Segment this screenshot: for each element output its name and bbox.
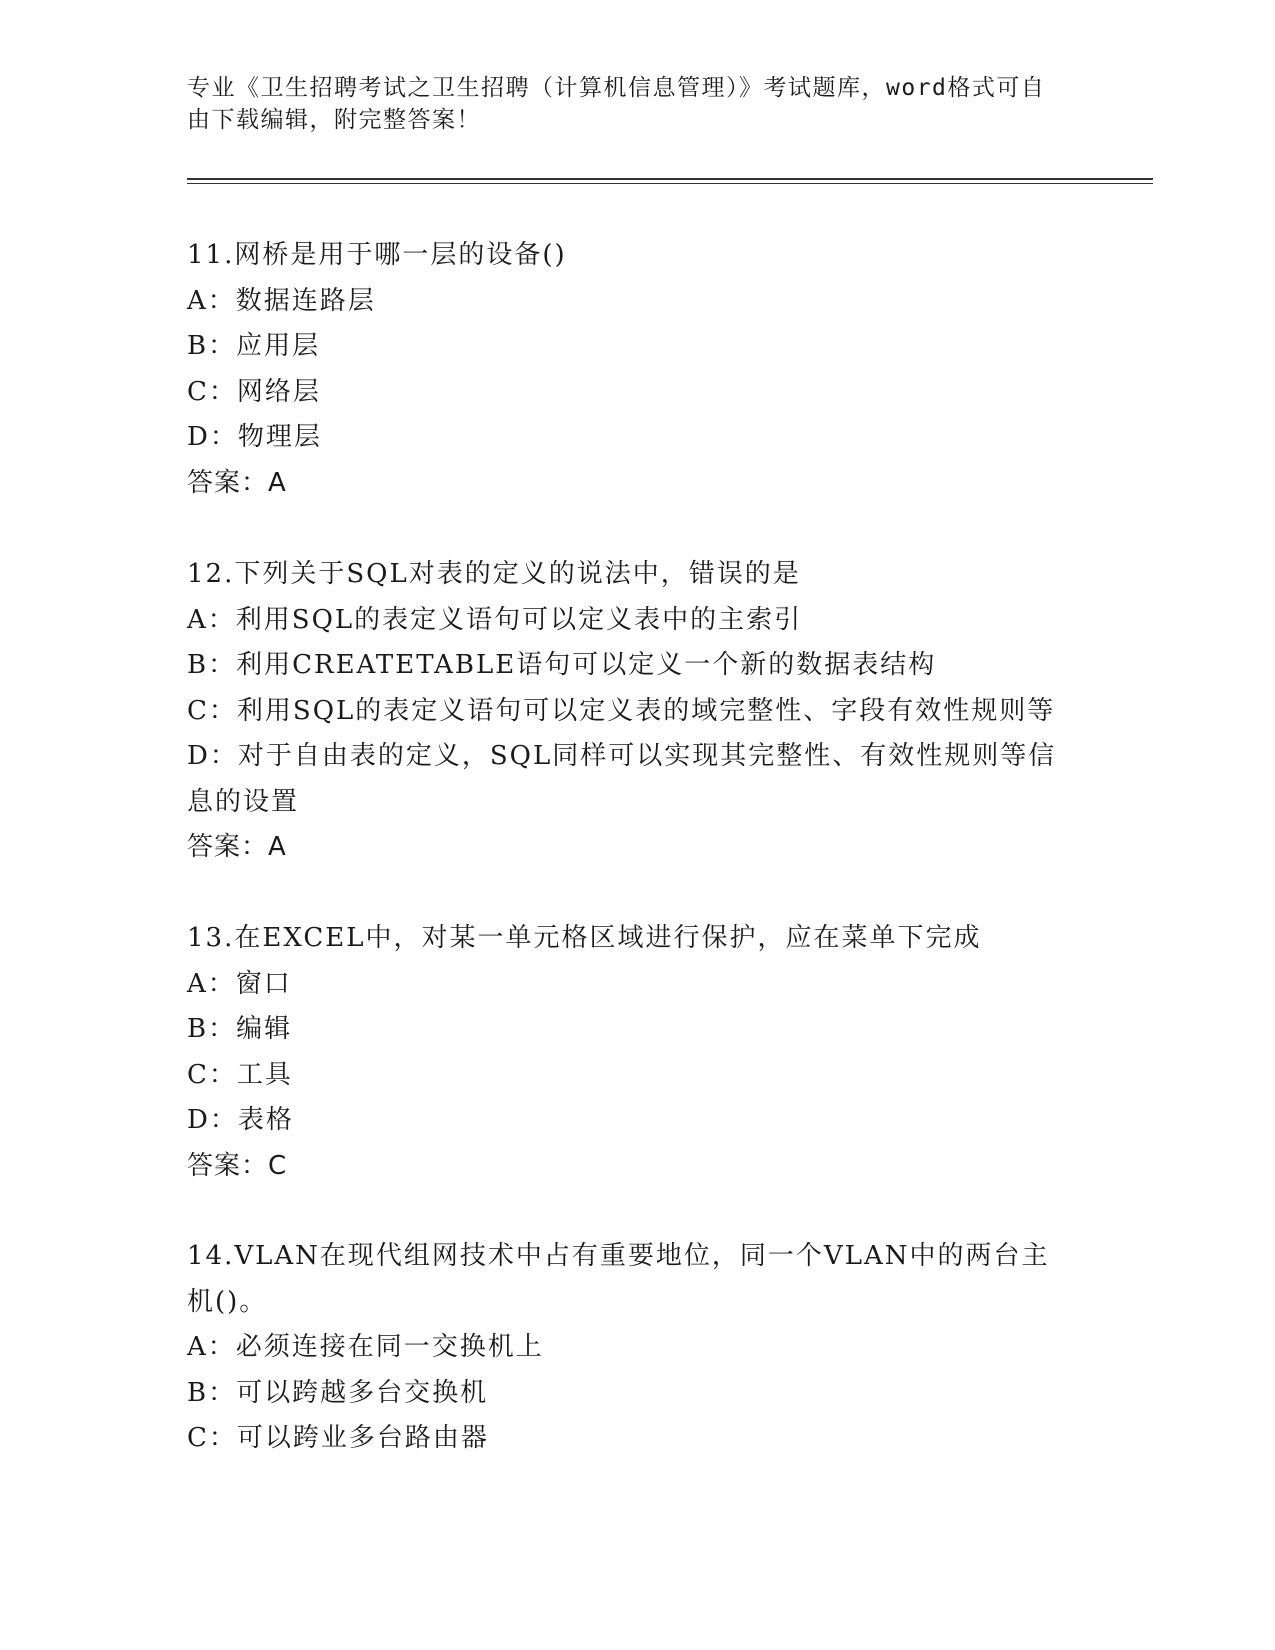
answer-label: 答案：A	[187, 832, 287, 862]
option-b: B：应用层	[187, 331, 321, 361]
question-11	[187, 233, 1067, 506]
question-14	[187, 1234, 1067, 1462]
option-d: D：表格	[187, 1105, 294, 1135]
option-a: A：窗口	[187, 968, 292, 999]
option-c: C：利用SQL的表定义语句可以定义表的域完整性、字段有效性规则等	[187, 695, 1056, 726]
option-d: D：物理层	[187, 422, 322, 452]
option-b: B：利用CREATETABLE语句可以定义一个新的数据表结构	[187, 650, 937, 680]
option-c: C：可以跨业多台路由器	[187, 1423, 489, 1453]
option-a: A：利用SQL的表定义语句可以定义表中的主索引	[187, 604, 803, 635]
header-divider-thin	[187, 183, 1153, 184]
question-stem: 14.VLAN在现代组网技术中占有重要地位，同一个VLAN中的两台主机()。	[187, 1241, 1050, 1317]
question-12	[187, 552, 1067, 871]
option-a: A：必须连接在同一交换机上	[187, 1332, 544, 1362]
header-divider	[187, 178, 1153, 180]
document-header: 专业《卫生招聘考试之卫生招聘（计算机信息管理）》考试题库，word格式可自由下载编辑，附完整答案！	[187, 75, 1046, 133]
option-c: C：网络层	[187, 376, 321, 407]
question-stem: 12.下列关于SQL对表的定义的说法中，错误的是	[187, 559, 801, 589]
option-a: A：数据连路层	[187, 285, 376, 316]
option-d: D：对于自由表的定义，SQL同样可以实现其完整性、有效性规则等信息的设置	[187, 741, 1057, 817]
option-b: B：编辑	[187, 1014, 293, 1044]
option-b: B：可以跨越多台交换机	[187, 1377, 489, 1408]
question-stem: 13.在EXCEL中，对某一单元格区域进行保护，应在菜单下完成	[187, 923, 982, 953]
answer-label: 答案：A	[187, 467, 287, 498]
answer-label: 答案：C	[187, 1150, 288, 1181]
question-13	[187, 916, 1067, 1189]
option-c: C：工具	[187, 1059, 293, 1090]
question-stem: 11.网桥是用于哪一层的设备()	[187, 240, 567, 270]
